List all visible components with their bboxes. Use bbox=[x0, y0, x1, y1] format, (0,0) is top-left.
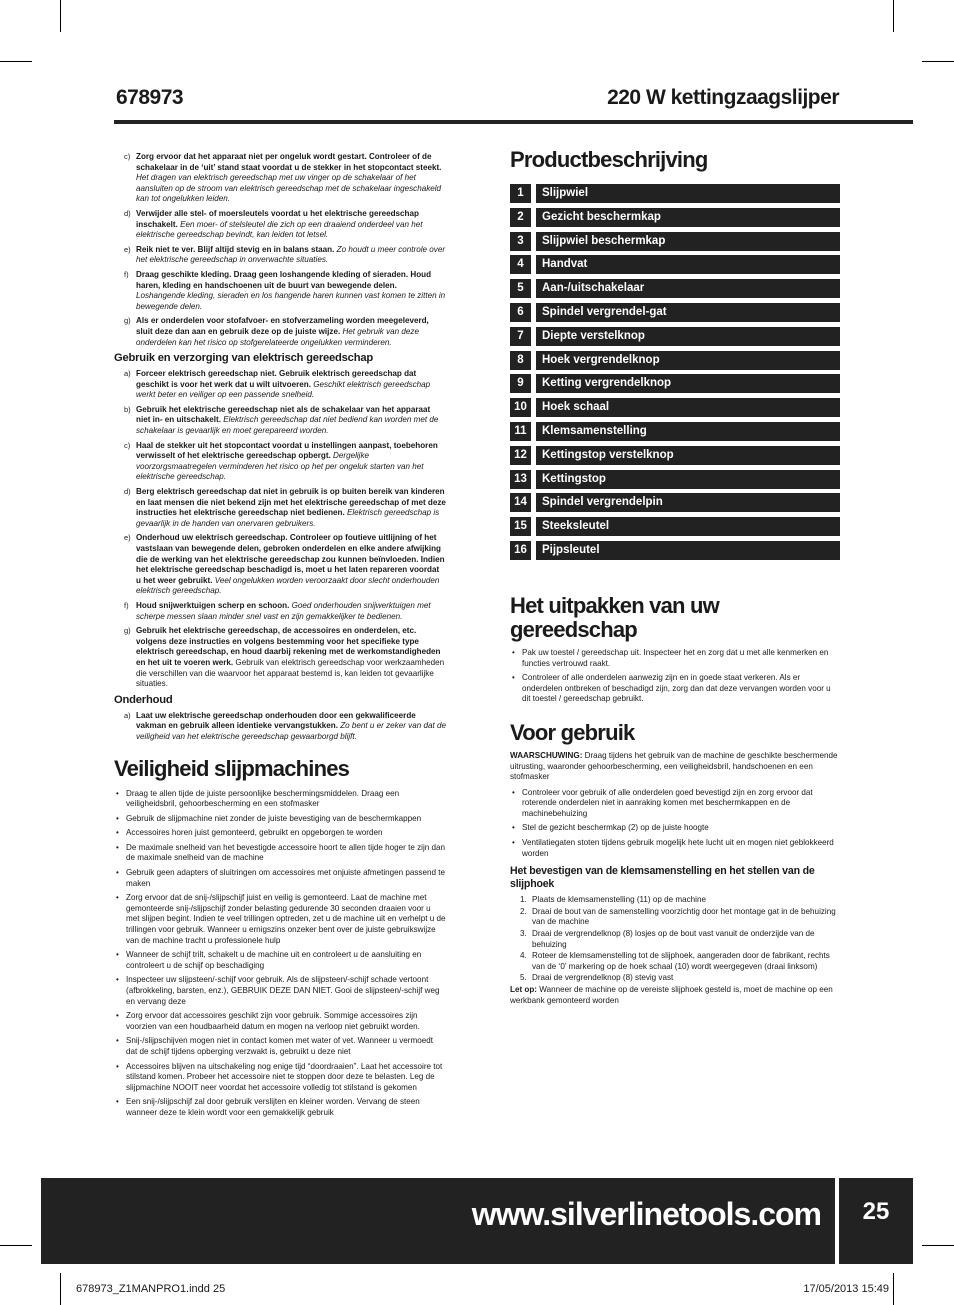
grinder-safety-item: • Zorg ervoor dat de snij-/slijpschijf juist en veilig is gemonteerd. Laat de machine met gemonteerde snij-/slijpschijf zonder belasting gedurende 30 seconden draaien voor u met slijpen begint. Indien te veel trillingen optreden, zet u de machine uit en verhelpt u de trillingen voor gebruik. Wanneer u ernigszins onzeker bent over de juiste gebruikswijze van de machine tracht u professionele hulp bbox=[114, 893, 446, 946]
part-label: Kettingstop verstelknop bbox=[536, 446, 840, 465]
part-label: Klemsamenstelling bbox=[536, 422, 840, 441]
warning-text: Draag tijdens het gebruik van de machine de geschikte beschermende uitrusting, waaronder gehoorbescherming, een veiligheidsbril, handschoenen en een stofmasker bbox=[510, 750, 838, 782]
step-number: 1. bbox=[520, 895, 527, 905]
part-label: Kettingstop bbox=[536, 470, 840, 489]
subheading-use-care: Gebruik en verzorging van elektrisch gereedschap bbox=[114, 352, 373, 365]
before-use-item: • Ventilatiegaten stoten tijdens gebruik mogelijk hete lucht uit en mogen niet geblokkeerd worden bbox=[510, 838, 840, 859]
part-label: Slijpwiel beschermkap bbox=[536, 232, 840, 251]
item-bold-text: Onderhoud uw elektrisch gereedschap. Controleer op foutieve uitlijning of het vastslaan van bewegende delen, gebroken onderdelen en elke andere afwijking die de werking van het elektrische gereedschap zou kunnen beïnvloeden. Indien het elektrische gereedschap beschadigd is, moet u het laten repareren voordat u het weer gebruikt. bbox=[136, 533, 445, 585]
before-use-item: • Controleer voor gebruik of alle onderdelen goed bevestigd zijn en zorg ervoor dat roterende onderdelen niet in aanraking komen met beschermkappen en de machinebehuizing bbox=[510, 788, 840, 820]
website-url[interactable]: www.silverlinetools.com bbox=[471, 1196, 821, 1232]
safety-list-maintenance bbox=[114, 711, 446, 743]
grinder-safety-item: • De maximale snelheid van het bevestigde accessoire hoort te allen tijde hoger te zijn dan de maximale snelheid van de machine bbox=[114, 843, 446, 864]
crop-mark bbox=[893, 0, 894, 32]
safety-item bbox=[114, 405, 446, 437]
part-number: 12 bbox=[510, 446, 531, 465]
part-row bbox=[510, 208, 840, 227]
note-paragraph bbox=[510, 985, 840, 1006]
safety-list-use bbox=[114, 369, 446, 690]
part-row bbox=[510, 232, 840, 251]
item-italic-text: Goed onderhouden snijwerktuigen met scherpe messen slaan minder snel vast en zijn gemakkelijker te bedienen. bbox=[136, 600, 431, 621]
parts-list bbox=[510, 184, 840, 560]
part-row bbox=[510, 493, 840, 512]
item-italic-text: Geschikt elektrisch gereedschap werkt beter en veiliger op een passende snelheid. bbox=[136, 379, 431, 400]
part-number: 14 bbox=[510, 493, 531, 512]
item-italic-text: Dergelijke voorzorgsmaatregelen verminderen het risico op het per ongeluk starten van het elektrische gereedschap. bbox=[136, 451, 424, 482]
part-label: Pijpsleutel bbox=[536, 541, 840, 560]
item-letter: f) bbox=[124, 269, 129, 279]
part-label: Steeksleutel bbox=[536, 517, 840, 536]
note-label: Let op: bbox=[510, 985, 537, 995]
before-use-item: • Stel de gezicht beschermkap (2) op de juiste hoogte bbox=[510, 823, 840, 834]
part-label: Hoek vergrendelknop bbox=[536, 351, 840, 370]
step-text: Draai de bout van de samenstelling voorzichtig door het montage gat in de behuizing van de machine bbox=[532, 906, 836, 927]
part-number: 16 bbox=[510, 541, 531, 560]
crop-mark bbox=[922, 1245, 954, 1246]
step-number: 5. bbox=[520, 973, 527, 983]
part-number: 5 bbox=[510, 279, 531, 298]
part-label: Hoek schaal bbox=[536, 398, 840, 417]
part-row bbox=[510, 398, 840, 417]
crop-mark bbox=[0, 1245, 32, 1246]
item-bold-text: Draag geschikte kleding. Draag geen loshangende kleding of sieraden. Houd haren, kleding en handschoenen uit de buurt van bewegende delen. bbox=[136, 269, 432, 290]
item-italic-text: Een moer- of stelsleutel die zich op een draaiend onderdeel van het elektrische gereedschap bevindt, kan leiden tot letsel. bbox=[136, 219, 423, 240]
warning-paragraph bbox=[510, 751, 840, 783]
item-italic-text: Het dragen van elektrisch gereedschap met uw vinger op de schakelaar of het aansluiten op de stroom van elektrisch gereedschap met de schakelaar ingeschakeld kan tot ongelukken leiden. bbox=[136, 173, 442, 204]
crop-mark bbox=[60, 0, 61, 32]
part-label: Gezicht beschermkap bbox=[536, 208, 840, 227]
item-italic-text: Het gebruik van deze onderdelen kan het risico op stofgerelateerde ongelukken verminderen. bbox=[136, 326, 419, 347]
safety-item bbox=[114, 533, 446, 597]
safety-item bbox=[114, 601, 446, 622]
part-row bbox=[510, 374, 840, 393]
item-letter: b) bbox=[124, 404, 131, 414]
safety-item bbox=[114, 270, 446, 312]
grinder-safety-item: • Accessoires horen juist gemonteerd, gebruikt en opgeborgen te worden bbox=[114, 828, 446, 839]
item-bold-text: Haal de stekker uit het stopcontact voordat u instellingen aanpast, toebehoren verwisselt of het elektrische gereedschap opbergt. bbox=[136, 440, 438, 461]
part-row bbox=[510, 517, 840, 536]
unpacking-list bbox=[510, 648, 840, 705]
grinder-safety-item: • Inspecteer uw slijpsteen/-schijf voor gebruik. Als de slijpsteen/-schijf schade vertoont (afbrokkeling, barsten, enz.), GEBRUIK DEZE DAN NIET. Gooi de slijpsteen/-schijf weg en vervang deze bbox=[114, 975, 446, 1007]
right-column bbox=[510, 148, 840, 1006]
part-row bbox=[510, 470, 840, 489]
part-number: 9 bbox=[510, 374, 531, 393]
page-title: 220 W kettingzaagslijper bbox=[607, 86, 839, 109]
item-letter: d) bbox=[124, 208, 131, 218]
crop-mark bbox=[60, 1273, 61, 1305]
item-italic-text: Veel ongelukken worden veroorzaakt door slecht onderhouden elektrisch gereedschap. bbox=[136, 575, 440, 596]
part-label: Handvat bbox=[536, 255, 840, 274]
item-italic-text: Zo bent u er zeker van dat de veiligheid van het elektrische gereedschap gewaarborgd blijft. bbox=[136, 721, 446, 741]
item-letter: e) bbox=[124, 244, 131, 254]
clamp-step bbox=[510, 907, 840, 928]
item-bold-text: Gebruik het elektrische gereedschap niet als de schakelaar van het apparaat niet in- en uitschakelt. bbox=[136, 404, 431, 425]
item-italic-text: Elektrisch gereedschap dat niet bediend kan worden met de schakelaar is gevaarlijk en moet gerepareerd worden. bbox=[136, 415, 439, 436]
step-text: Plaats de klemsamenstelling (11) op de machine bbox=[532, 895, 706, 905]
item-bold-text: Reik niet te ver. Blijf altijd stevig en in balans staan. bbox=[136, 244, 335, 254]
crop-mark bbox=[922, 61, 954, 62]
grinder-safety-item: • Zorg ervoor dat accessoires geschikt zijn voor gebruik. Sommige accessoires zijn voorzien van een houdbaarheid datum en mogen na verloop niet gebruikt worden. bbox=[114, 1011, 446, 1032]
part-number: 15 bbox=[510, 517, 531, 536]
part-number: 1 bbox=[510, 184, 531, 203]
section-unpacking: Het uitpakken van uw gereedschap bbox=[510, 592, 719, 642]
item-plain-text: Gebruik van elektrisch gereedschap voor werkzaamheden die verschillen van die waarvoor het apparaat bestemd is, kan leiden tot gevaarlijke situaties. bbox=[136, 657, 445, 689]
grinder-safety-item: • Gebruik geen adapters of sluitringen om accessoires met onjuiste afmetingen passend te maken bbox=[114, 868, 446, 889]
item-bold-text: Forceer elektrisch gereedschap niet. Gebruik elektrisch gereedschap dat geschikt is voor het werk dat u wilt uitvoeren. bbox=[136, 369, 417, 389]
item-italic-text: Loshangende kleding, sieraden en los hangende haren kunnen vast komen te zitten in bewegende delen. bbox=[136, 291, 446, 311]
part-number: 4 bbox=[510, 255, 531, 274]
item-italic-text: Elektrisch gereedschap is gevaarlijk in de handen van onervaren gebruikers. bbox=[136, 508, 440, 528]
item-bold-text: Verwijder alle stel- of moersleutels voordat u het elektrische gereedschap inschakelt. bbox=[136, 208, 419, 229]
step-number: 4. bbox=[520, 951, 527, 961]
item-bold-text: Houd snijwerktuigen scherp en schoon. bbox=[136, 600, 290, 610]
part-row bbox=[510, 351, 840, 370]
part-row bbox=[510, 184, 840, 203]
safety-item bbox=[114, 245, 446, 266]
step-text: Roteer de klemsamenstelling tot de slijphoek, aangeraden door de fabrikant, rechts van de ‘0’ markering op de hoek schaal (10) wordt weergegeven (draai linksom) bbox=[532, 951, 830, 971]
date-slug: 17/05/2013 15:49 bbox=[803, 1283, 889, 1295]
safety-item bbox=[114, 487, 446, 529]
file-slug: 678973_Z1MANPRO1.indd 25 bbox=[76, 1283, 226, 1295]
clamp-steps-list bbox=[510, 895, 840, 984]
part-number: 10 bbox=[510, 398, 531, 417]
safety-item bbox=[114, 316, 446, 348]
subheading-maintenance: Onderhoud bbox=[114, 693, 173, 706]
clamp-step bbox=[510, 951, 840, 972]
step-number: 3. bbox=[520, 929, 527, 939]
part-label: Slijpwiel bbox=[536, 184, 840, 203]
item-letter: g) bbox=[124, 626, 131, 636]
item-bold-text: Als er onderdelen voor stofafvoer- en stofverzameling worden meegeleverd, sluit deze dan aan en gebruik deze op de juiste wijze. bbox=[136, 316, 429, 336]
clamp-step bbox=[510, 895, 840, 906]
page-number: 25 bbox=[839, 1178, 913, 1264]
grinder-safety-item: • Draag te allen tijde de juiste persoonlijke beschermingsmiddelen. Draag een veiligheidsbril, gehoorbescherming en een stofmasker bbox=[114, 789, 446, 810]
grinder-safety-list bbox=[114, 789, 446, 1119]
safety-item bbox=[114, 209, 446, 241]
item-letter: d) bbox=[124, 487, 131, 497]
note-text: Wanneer de machine op de vereiste slijphoek gesteld is, moet de machine op een werkbank gemonteerd worden bbox=[510, 985, 833, 1005]
part-row bbox=[510, 541, 840, 560]
section-product-description: Productbeschrijving bbox=[510, 147, 708, 172]
part-label: Spindel vergrendel-gat bbox=[536, 303, 840, 322]
step-text: Draai de vergrendelknop (8) losjes op de bout vast vanuit de onderzijde van de behuizing bbox=[532, 929, 815, 949]
before-use-list bbox=[510, 788, 840, 860]
grinder-safety-item: • Accessoires blijven na uitschakeling nog enige tijd “doordraaien”. Laat het accessoire tot stilstand komen. Probeer het accessoire niet te stoppen door deze te belasten. Leg de slijpmachine NOOIT neer voordat het accessoire volledig tot stilstand is gekomen bbox=[114, 1062, 446, 1094]
part-number: 13 bbox=[510, 470, 531, 489]
item-letter: a) bbox=[124, 369, 131, 379]
item-italic-text: Zo houdt u meer controle over het elektrische gereedschap in onverwachte situaties. bbox=[136, 244, 446, 265]
part-row bbox=[510, 446, 840, 465]
header-rule bbox=[114, 120, 913, 124]
part-row bbox=[510, 255, 840, 274]
part-number: 7 bbox=[510, 327, 531, 346]
part-label: Aan-/uitschakelaar bbox=[536, 279, 840, 298]
part-label: Spindel vergrendelpin bbox=[536, 493, 840, 512]
grinder-safety-item: • Een snij-/slijpschijf zal door gebruik verslijten en kleiner worden. Vervang de steen wanneer deze te klein wordt voor een gemakkelijk gebruik bbox=[114, 1097, 446, 1118]
grinder-safety-item: • Wanneer de schijf trilt, schakelt u de machine uit en controleert u de aansluiting en controleert u de schijf op beschadiging bbox=[114, 950, 446, 971]
section-before-use: Voor gebruik bbox=[510, 719, 635, 745]
part-number: 6 bbox=[510, 303, 531, 322]
safety-item bbox=[114, 441, 446, 483]
item-letter: a) bbox=[124, 710, 131, 720]
crop-mark bbox=[893, 1273, 894, 1305]
item-bold-text: Zorg ervoor dat het apparaat niet per ongeluk wordt gestart. Controleer of de schakelaar in de ‘uit’ stand staat voordat u de stekker in het stopcontact steekt. bbox=[136, 152, 442, 172]
part-label: Diepte verstelknop bbox=[536, 327, 840, 346]
item-letter: g) bbox=[124, 316, 131, 326]
safety-item bbox=[114, 152, 446, 205]
item-bold-text: Berg elektrisch gereedschap dat niet in gebruik is op buiten bereik van kinderen en laat mensen die niet bekend zijn met het elektrische gereedschap of met deze instructies het elektrische gereedschap niet bedienen. bbox=[136, 487, 446, 518]
warning-label: WAARSCHUWING: bbox=[510, 750, 583, 760]
safety-item bbox=[114, 626, 446, 690]
item-letter: f) bbox=[124, 600, 129, 610]
item-letter: e) bbox=[124, 533, 131, 543]
item-bold-text: Gebruik het elektrische gereedschap, de accessoires en onderdelen, etc. volgens deze instructies en volgens bestemming voor het specifieke type elektrisch gereedschap, en houd daarbij rekening met de werkomstandigheden en het uit te voeren werk. bbox=[136, 626, 441, 667]
part-number: 11 bbox=[510, 422, 531, 441]
part-row bbox=[510, 303, 840, 322]
left-column bbox=[114, 152, 446, 1123]
step-number: 2. bbox=[520, 906, 527, 916]
safety-item bbox=[114, 711, 446, 743]
part-number: 8 bbox=[510, 351, 531, 370]
part-number: 2 bbox=[510, 208, 531, 227]
item-letter: c) bbox=[124, 152, 131, 161]
part-row bbox=[510, 279, 840, 298]
part-row bbox=[510, 422, 840, 441]
subheading-clamp: Het bevestigen van de klemsamenstelling en het stellen van de slijphoek bbox=[510, 865, 815, 890]
grinder-safety-item: • Gebruik de slijpmachine niet zonder de juiste bevestiging van de beschermkappen bbox=[114, 814, 446, 825]
part-number: 3 bbox=[510, 232, 531, 251]
crop-mark bbox=[0, 61, 32, 62]
step-text: Draai de vergrendelknop (8) stevig vast bbox=[532, 973, 674, 983]
safety-list-work bbox=[114, 152, 446, 348]
grinder-safety-item: • Snij-/slijpschijven mogen niet in contact komen met water of vet. Wanneer u vermoedt dat de schijf tijdens opberging verzwakt is, gebruikt u deze niet bbox=[114, 1036, 446, 1057]
part-row bbox=[510, 327, 840, 346]
unpacking-item: • Pak uw toestel / gereedschap uit. Inspecteer het en zorg dat u met alle kenmerken en functies vertrouwd raakt. bbox=[510, 648, 840, 669]
section-grinder-safety: Veiligheid slijpmachines bbox=[114, 755, 350, 781]
clamp-step bbox=[510, 973, 840, 984]
product-code: 678973 bbox=[116, 86, 184, 109]
part-label: Ketting vergrendelknop bbox=[536, 374, 840, 393]
item-letter: c) bbox=[124, 440, 131, 450]
clamp-step bbox=[510, 929, 840, 950]
item-bold-text: Laat uw elektrische gereedschap onderhouden door een gekwalificeerde vakman en gebruik alleen identieke vervangstukken. bbox=[136, 710, 416, 731]
safety-item bbox=[114, 369, 446, 401]
unpacking-item: • Controleer of alle onderdelen aanwezig zijn en in goede staat verkeren. Als er onderdelen ontbreken of beschadigd zijn, zorg dan dat deze vervangen worden voor u dit toestel / gereedschap gebruikt. bbox=[510, 673, 840, 705]
